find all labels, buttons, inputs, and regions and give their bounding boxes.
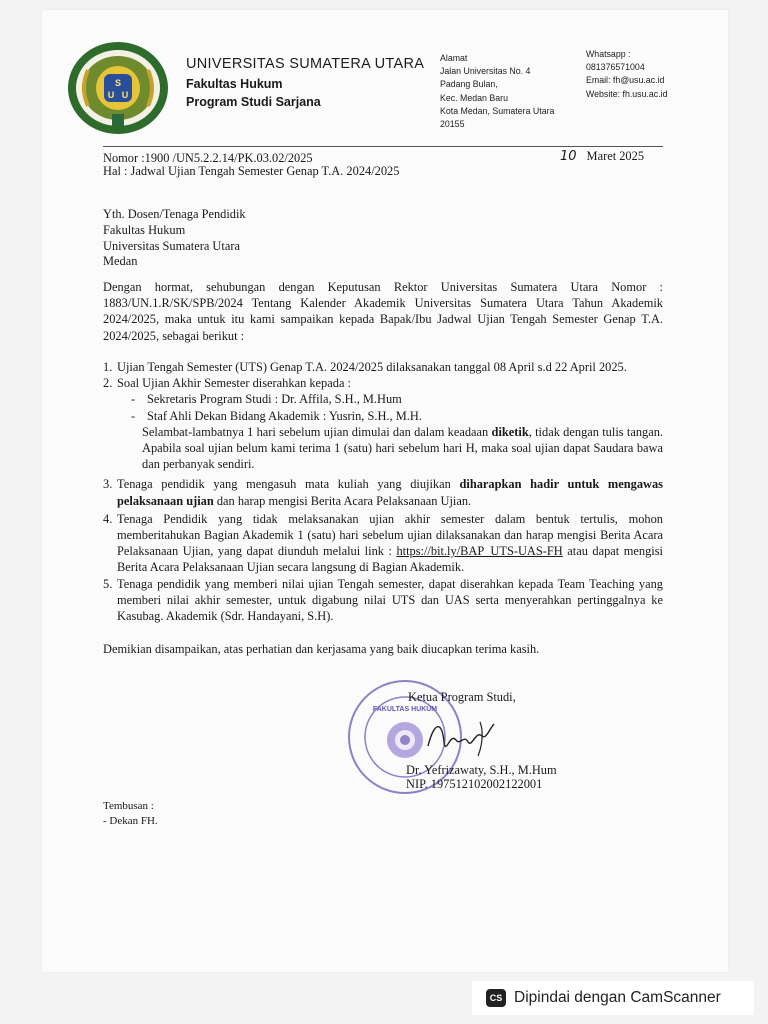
contact-line: Website: fh.usu.ac.id [586, 88, 668, 99]
university-logo [66, 40, 170, 136]
program-name: Program Studi Sarjana [186, 95, 321, 109]
list-number: 2. [103, 376, 113, 391]
signatory-name: Dr. Yefrizawaty, S.H., M.Hum [406, 763, 557, 777]
list-text-part: Selambat-lambatnya 1 hari sebelum ujian dimulai dan dalam keadaan [142, 424, 492, 439]
address-line: 20155 [440, 119, 465, 130]
recipient-block [103, 207, 246, 270]
svg-text:U: U [107, 90, 115, 100]
list-text-part: dan harap mengisi Berita Acara Pelaksanaan Ujian. [213, 493, 472, 508]
list-text [117, 359, 663, 375]
list-item [103, 576, 663, 625]
date-day: 10 [560, 149, 577, 164]
list-text-bold: diharapkan hadir untuk mengawas pelaksanaan ujian [117, 477, 663, 508]
contact-block [586, 48, 706, 101]
recipient-line: Universitas Sumatera Utara [103, 238, 240, 253]
sub-item-text: Staf Ahli Dekan Bidang Akademik : Yusrin, S.H., M.H. [147, 408, 422, 423]
list-text [117, 511, 663, 576]
list-item [103, 476, 663, 508]
address-line: Padang Bulan, [440, 79, 498, 90]
list-text-part: 08 April s.d 22 April 2025. [493, 360, 627, 374]
camscanner-icon: CS [486, 989, 506, 1007]
sub-item: - Staf Ahli Dekan Bidang Akademik : Yusrin, S.H., M.H. [131, 408, 422, 423]
list-text-part: Ujian Tengah Semester (UTS) Genap T.A. 2024/2025 dilaksanakan tanggal [117, 360, 494, 374]
address-block [440, 52, 580, 131]
contact-line: Whatsapp : [586, 49, 631, 59]
intro-paragraph: Dengan hormat, sehubungan dengan Keputusan Rektor Universitas Sumatera Utara Nomor : 1883/UN.1.R/SK/SPB/2024 Tentang Kalender Akademik Universitas Sumatera Utara Tahun Akademik 2024/2025, maka untuk itu kami sampaikan kepada Bapak/Ibu Jadwal Ujian Tengah Semester Genap T.A. 2024/2025, sebagai berikut : [103, 280, 663, 343]
list-number: 4. [103, 511, 113, 526]
signature [420, 712, 500, 762]
camscanner-watermark [472, 981, 754, 1015]
list-continuation [142, 424, 663, 473]
address-line: Kota Medan, Sumatera Utara [440, 105, 555, 116]
list-text-part: atau dapat mengisi Berita Acara Pelaksanaan Ujian secara langsung di Bagian Akademik. [117, 544, 664, 575]
list-text-part: Tenaga Pendidik yang tidak melaksanakan ujian akhir semester dalam bentuk tertulis, mohon memberitahukan Bagian Akademik 1 (satu) hari sebelum ujian dilaksanakan dan harap mengisi Berita Acara Pelaksanaan Ujian, yang dapat diunduh melalui link : [117, 511, 663, 559]
address-line: Alamat [440, 53, 468, 63]
contact-line: 081376571004 [586, 62, 645, 73]
letter-subject: Hal : Jadwal Ujian Tengah Semester Genap T.A. 2024/2025 [103, 164, 400, 178]
sub-item-text: Sekretaris Program Studi : Dr. Affila, S.H., M.Hum [147, 392, 402, 407]
cc-item: - Dekan FH. [103, 815, 158, 827]
list-text-part: , tidak dengan tulis tangan. Apabila soal ujian belum kami terima 1 (satu) hari sebelum hari H, maka soal ujian dapat Saudara bawa dan perbanyak sendiri. [142, 424, 663, 472]
camscanner-text: Dipindai dengan CamScanner [514, 989, 721, 1006]
closing-text: Demikian disampaikan, atas perhatian dan kerjasama yang baik diucapkan terima kasih. [103, 642, 540, 656]
list-number: 1. [103, 360, 113, 374]
recipient-line: Yth. Dosen/Tenaga Pendidik [103, 207, 246, 221]
list-text: Soal Ujian Akhir Semester diserahkan kepada : [117, 376, 351, 391]
header-divider [103, 146, 663, 147]
list-text: Tenaga pendidik yang memberi nilai ujian Tengah semester, dapat diserahkan kepada Team Teaching yang memberi nilai akhir semester, untuk digabung nilai UTS dan UAS serta menyerahkan pertinggalnya ke Kasubag. Akademik (Sdr. Handayani, S.H). [117, 576, 663, 624]
address-line: Jalan Universitas No. 4 [440, 66, 531, 77]
address-line: Kec. Medan Baru [440, 92, 508, 103]
list-text [117, 476, 663, 508]
cc-label: Tembusan : [103, 800, 154, 812]
recipient-line: Fakultas Hukum [103, 222, 186, 237]
recipient-line: Medan [103, 254, 138, 269]
list-text-bold: diketik [491, 424, 529, 439]
date-month-year: Maret 2025 [586, 149, 645, 163]
svg-text:U: U [121, 90, 129, 100]
list-item [103, 359, 663, 375]
bap-form-link[interactable]: https://bit.ly/BAP_UTS-UAS-FH [396, 544, 563, 559]
list-item [103, 511, 663, 576]
list-number: 5. [103, 576, 113, 591]
university-name: UNIVERSITAS SUMATERA UTARA [186, 56, 425, 72]
signatory-nip: NIP. 197512102002122001 [406, 777, 543, 791]
list-item [103, 375, 663, 391]
svg-text:S: S [114, 78, 122, 88]
letter-number: Nomor :1900 /UN5.2.2.14/PK.03.02/2025 [103, 151, 313, 165]
list-text-part: Tenaga pendidik yang mengasuh mata kuliah yang diujikan [117, 477, 460, 492]
sub-item: - Sekretaris Program Studi : Dr. Affila, S.H., M.Hum [131, 392, 402, 407]
faculty-name: Fakultas Hukum [186, 77, 283, 91]
letter-date [560, 149, 644, 164]
signatory-title: Ketua Program Studi, [408, 690, 516, 704]
contact-line: Email: fh@usu.ac.id [586, 75, 665, 86]
stamp-label: FAKULTAS HUKUM [372, 706, 438, 713]
list-number: 3. [103, 477, 113, 492]
instruction-list [103, 359, 663, 624]
